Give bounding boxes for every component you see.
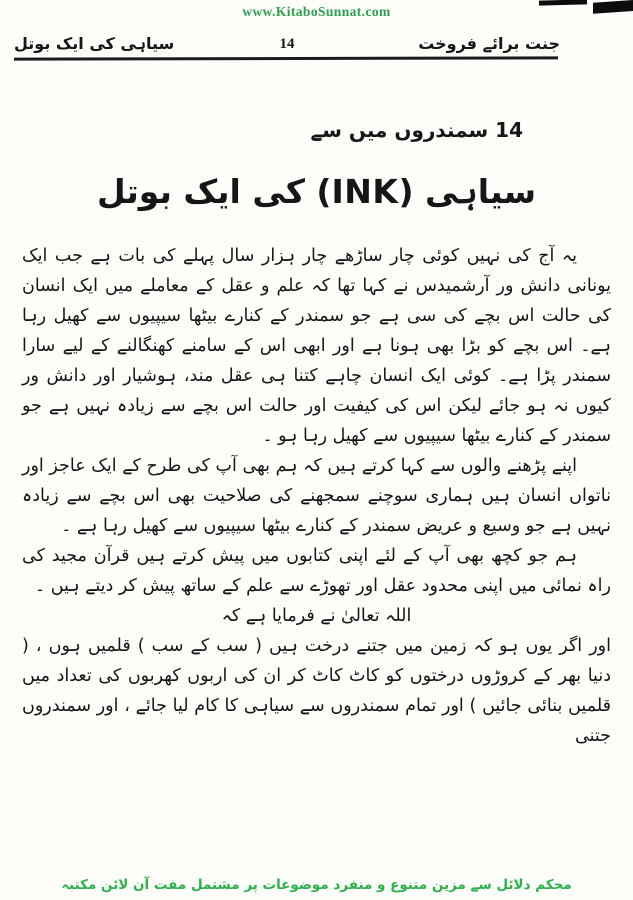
running-header [14,34,560,53]
paragraph: اپنے پڑھنے والوں سے کہا کرتے ہیں کہ ہم بھی آپ کی طرح کے ایک عاجز اور ناتواں انسان ہیں ہماری سوچنے سمجھنے کی صلاحیت بھی اس بچے سے زیادہ نہیں ہے جو وسیع و عریض سمندر کے کنارے بیٹھا سیپیوں سے کھیل رہا ہے ۔ [22,456,611,536]
body-text [22,241,611,751]
running-title-book: جنت برائے فروخت [418,34,560,53]
paragraph: یہ آج کی نہیں کوئی چار ساڑھے چار ہزار سال پہلے کی بات ہے جب ایک یونانی دانش ور آرشمیدس نے کہا تھا کہ علم و عقل کے معاملے میں ایک انسان کی حالت اس بچے کی سی ہے جو سمندر کے کنارے بیٹھا سیپیوں سے کھیل رہا ہے۔ اس بچے کو بڑا بھی ہونا ہے اور ابھی اس کے سامنے کھنگالنے کے لیے سارا سمندر پڑا ہے۔ کوئی ایک انسان چاہے کتنا ہی عقل مند، ہوشیار اور دانش ور کیوں نہ ہو جائے لیکن اس کی کیفیت اور حالت اس بچے سے زیادہ نہیں ہے جو سمندر کے کنارے بیٹھا سیپیوں سے کھیل رہا ہو ۔ [22,246,611,446]
website-watermark: www.KitaboSunnat.com [242,4,391,19]
section-heading: 14 سمندروں میں سے [310,118,523,142]
paragraph: اللہ تعالیٰ نے فرمایا ہے کہ [221,606,412,626]
header-divider [14,56,558,60]
paragraph: اور اگر یوں ہو کہ زمین میں جتنے درخت ہیں ( سب کے سب ) قلمیں ہوں ، ( دنیا بھر کے کروڑوں درختوں کو کاٹ کاٹ کر ان کی اربوں کھربوں کی تعداد میں قلمیں بنائی جائیں ) اور تمام سمندروں سے سیاہی کا کام لیا جائے ، اور سمندروں جتنی [22,636,611,746]
chapter-title: سیاہی (INK) کی ایک بوتل [96,172,537,211]
footer-tagline: محکم دلائل سے مزین متنوع و منفرد موضوعات پر مشتمل مفت آن لائن مکتبہ [61,877,572,893]
running-title-chapter: سیاہی کی ایک بوتل [14,34,175,53]
paragraph: ہم جو کچھ بھی آپ کے لئے اپنی کتابوں میں پیش کرتے ہیں قرآن مجید کی راہ نمائی میں اپنی محدود عقل اور تھوڑے سے علم کے ساتھ پیش کر دیتے ہیں ۔ [22,546,611,596]
page-number: 14 [279,36,295,52]
